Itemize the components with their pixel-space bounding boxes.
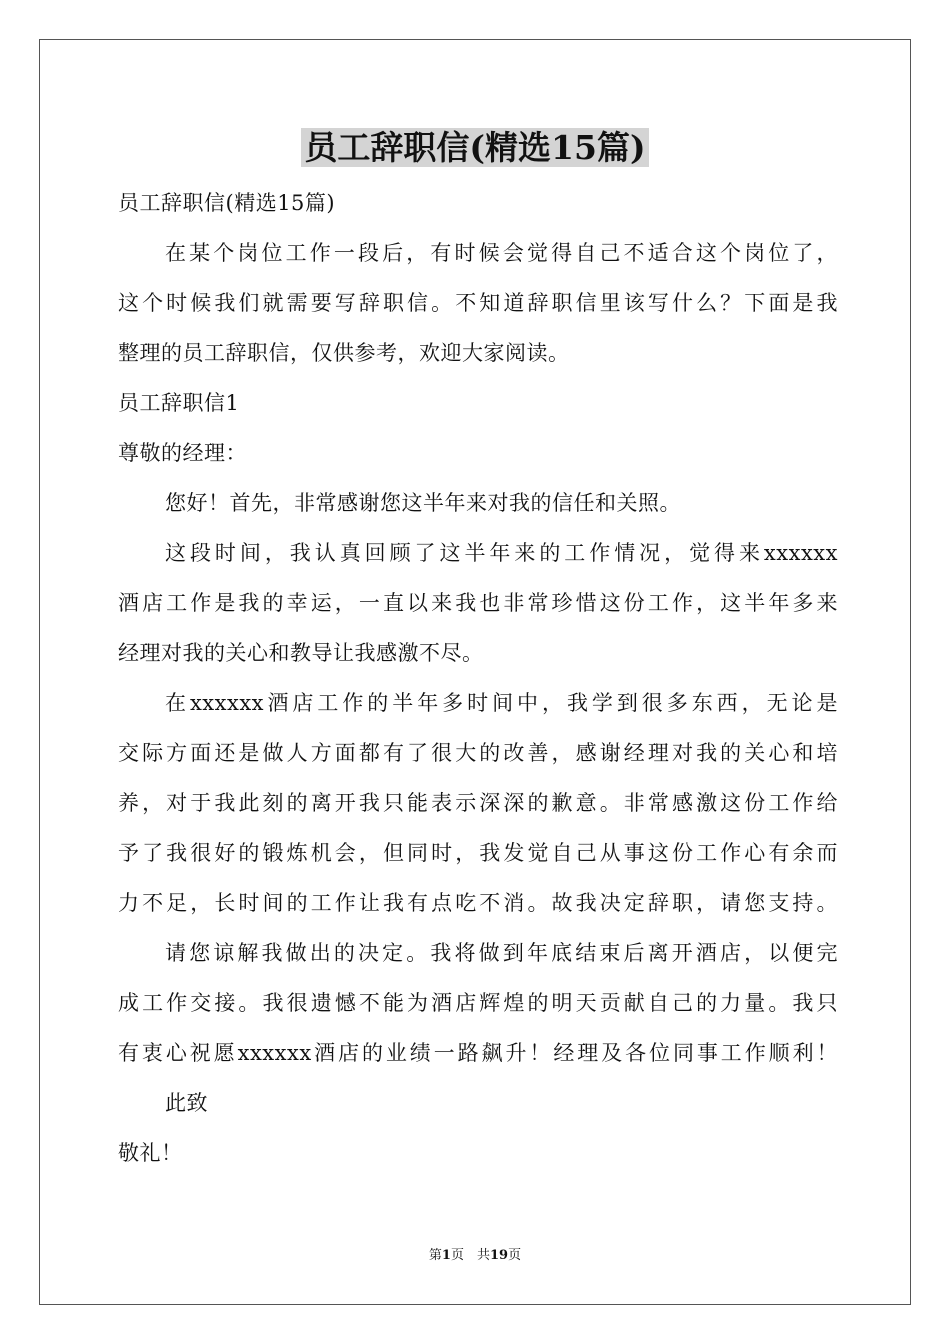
paragraph-line: 有衷心祝愿xxxxxx酒店的业绩一路飙升！经理及各位同事工作顺利！ <box>118 1041 838 1065</box>
section-heading: 员工辞职信1 <box>118 391 240 415</box>
paragraph-line: 请您谅解我做出的决定。我将做到年底结束后离开酒店，以便完 <box>165 941 838 965</box>
paragraph-line: 酒店工作是我的幸运，一直以来我也非常珍惜这份工作，这半年多来 <box>118 591 838 615</box>
paragraph-line: 整理的员工辞职信，仅供参考，欢迎大家阅读。 <box>118 341 570 365</box>
closing-line: 此致 <box>165 1091 208 1115</box>
page-footer <box>0 1246 950 1266</box>
paragraph-line: 在xxxxxx酒店工作的半年多时间中，我学到很多东西，无论是 <box>165 691 838 715</box>
paragraph-line: 成工作交接。我很遗憾不能为酒店辉煌的明天贡献自己的力量。我只 <box>118 991 838 1015</box>
page-mid: 页 共 <box>450 1248 490 1263</box>
paragraph-line: 在某个岗位工作一段后，有时候会觉得自己不适合这个岗位了， <box>165 241 838 265</box>
subtitle-line: 员工辞职信(精选15篇) <box>118 191 336 215</box>
paragraph-line: 交际方面还是做人方面都有了很大的改善，感谢经理对我的关心和培 <box>118 741 838 765</box>
paragraph-line: 力不足，长时间的工作让我有点吃不消。故我决定辞职，请您支持。 <box>118 891 838 915</box>
title-text: 员工辞职信(精选15篇) <box>301 128 648 167</box>
closing-line: 敬礼！ <box>118 1141 183 1165</box>
page-total: 19 <box>489 1248 509 1263</box>
paragraph-line: 这段时间，我认真回顾了这半年来的工作情况，觉得来xxxxxx <box>165 541 838 565</box>
document-title <box>0 126 950 170</box>
page-prefix: 第 <box>428 1248 442 1263</box>
paragraph-line: 您好！首先，非常感谢您这半年来对我的信任和关照。 <box>165 491 681 515</box>
paragraph-line: 这个时候我们就需要写辞职信。不知道辞职信里该写什么？下面是我 <box>118 291 838 315</box>
salutation: 尊敬的经理： <box>118 441 247 465</box>
paragraph-line: 予了我很好的锻炼机会，但同时，我发觉自己从事这份工作心有余而 <box>118 841 838 865</box>
paragraph-line: 养，对于我此刻的离开我只能表示深深的歉意。非常感激这份工作给 <box>118 791 838 815</box>
document-body <box>118 178 838 1178</box>
page-current: 1 <box>441 1248 451 1263</box>
paragraph-line: 经理对我的关心和教导让我感激不尽。 <box>118 641 484 665</box>
page-suffix: 页 <box>508 1248 522 1263</box>
